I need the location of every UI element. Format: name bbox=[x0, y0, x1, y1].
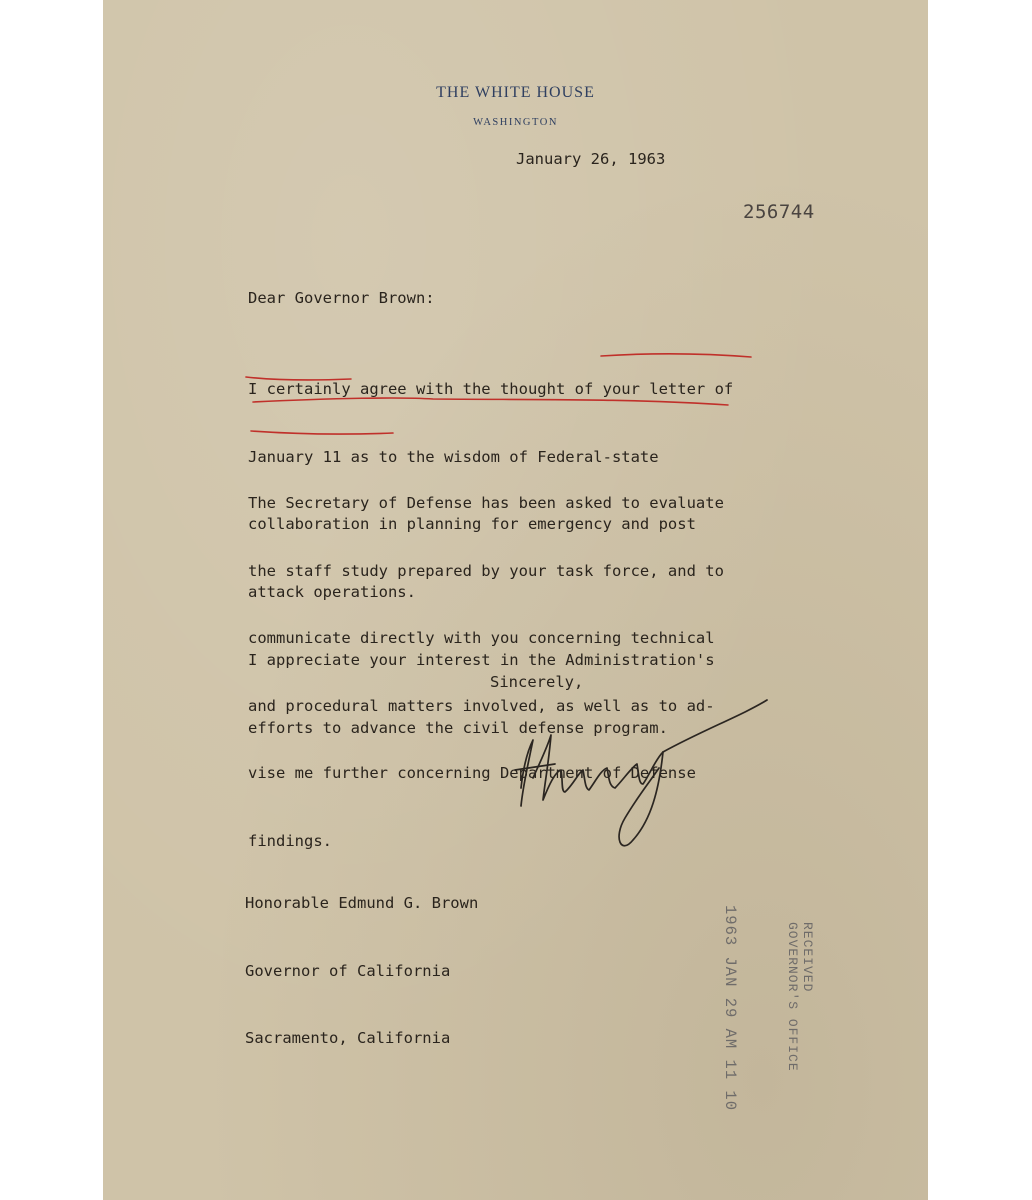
paragraph-line: January 11 as to the wisdom of Federal-state bbox=[248, 447, 659, 466]
underline-your-letter bbox=[601, 354, 751, 357]
salutation: Dear Governor Brown: bbox=[248, 289, 435, 307]
document-number: 256744 bbox=[743, 201, 815, 223]
paragraph-line: I appreciate your interest in the Administration's bbox=[248, 651, 715, 669]
paragraph-line: I certainly agree with the thought of your letter of bbox=[248, 380, 734, 398]
received-stamp-line1: RECEIVED bbox=[800, 922, 815, 993]
paragraph-line: attack operations. bbox=[248, 582, 416, 601]
received-stamp-datetime: 1963 JAN 29 AM 11 10 bbox=[721, 905, 739, 1112]
signature-drawing bbox=[515, 700, 767, 846]
recipient-city: Sacramento, California bbox=[245, 1029, 451, 1047]
recipient-name: Honorable Edmund G. Brown bbox=[245, 894, 479, 912]
paragraph-line: the staff study prepared by your task force, and to bbox=[248, 561, 724, 580]
letter-date: January 26, 1963 bbox=[516, 150, 666, 168]
received-stamp-line2: GOVERNOR'S OFFICE bbox=[785, 922, 800, 1072]
underline-attack-operations bbox=[251, 431, 393, 434]
underline-january-11 bbox=[246, 377, 351, 380]
paragraph-line: vise me further concerning Department of Defense bbox=[248, 764, 696, 782]
paragraph-line: and procedural matters involved, as well as to ad- bbox=[248, 696, 715, 715]
paragraph-line: findings. bbox=[248, 831, 332, 850]
paragraph-line: The Secretary of Defense has been asked to evaluate bbox=[248, 494, 724, 512]
letter-paper bbox=[103, 0, 928, 1200]
letterhead-location: WASHINGTON bbox=[473, 117, 558, 128]
recipient-title: Governor of California bbox=[245, 961, 451, 980]
paragraph-line: communicate directly with you concerning technical bbox=[248, 629, 715, 647]
pencil-and-signature-layer bbox=[103, 0, 928, 1200]
paragraph-line: collaboration in planning for emergency and post bbox=[248, 515, 696, 533]
closing: Sincerely, bbox=[490, 673, 584, 691]
red-underlines bbox=[246, 354, 751, 434]
letterhead-title: THE WHITE HOUSE bbox=[436, 84, 595, 101]
underline-planning bbox=[253, 398, 728, 405]
paragraph-line: efforts to advance the civil defense program. bbox=[248, 718, 668, 737]
